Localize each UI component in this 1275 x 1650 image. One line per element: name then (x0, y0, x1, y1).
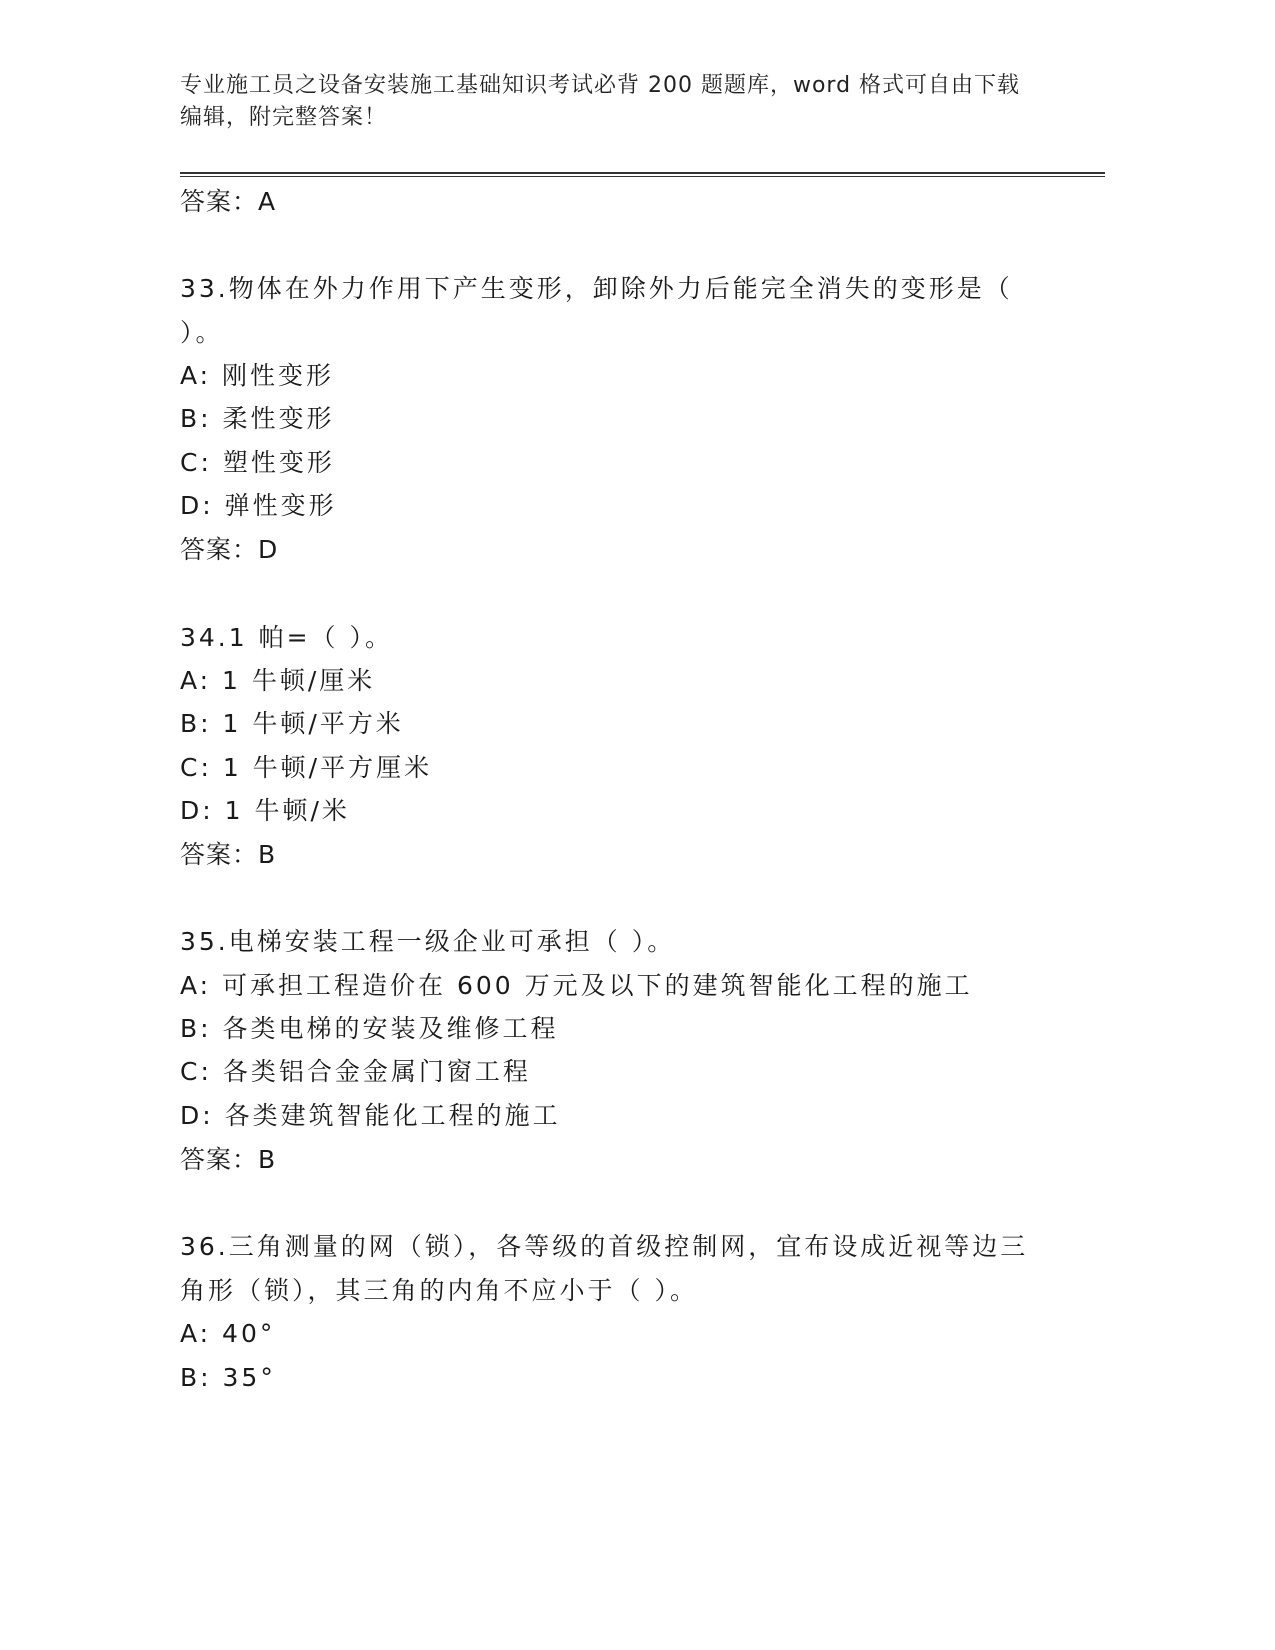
header-divider-thick (180, 172, 1105, 174)
header-line-1: 专业施工员之设备安装施工基础知识考试必背 200 题题库，word 格式可自由下载 (180, 73, 1021, 98)
question-35-stem-line-1: 35.电梯安装工程一级企业可承担（ ）。 (180, 927, 676, 956)
question-33-stem-line-2: ）。 (180, 318, 224, 347)
question-34-option-c: C: 1 牛顿/平方厘米 (180, 753, 433, 782)
question-33-option-b: B: 柔性变形 (180, 404, 335, 433)
question-35-option-a: A: 可承担工程造价在 600 万元及以下的建筑智能化工程的施工 (180, 971, 973, 1000)
question-34-option-d: D: 1 牛顿/米 (180, 796, 350, 825)
question-33-stem-line-1: 33.物体在外力作用下产生变形，卸除外力后能完全消失的变形是（ (180, 274, 1013, 303)
question-34-option-a: A: 1 牛顿/厘米 (180, 666, 376, 695)
question-35-option-b: B: 各类电梯的安装及维修工程 (180, 1014, 559, 1043)
question-36-stem-line-1: 36.三角测量的网（锁），各等级的首级控制网，宜布设成近视等边三 (180, 1232, 1029, 1261)
question-36-stem-line-2: 角形（锁），其三角的内角不应小于（ ）。 (180, 1276, 698, 1305)
question-36-option-b: B: 35° (180, 1363, 276, 1392)
question-33-option-d: D: 弹性变形 (180, 491, 337, 520)
question-35-option-d: D: 各类建筑智能化工程的施工 (180, 1101, 561, 1130)
header-divider-thin (180, 176, 1105, 177)
question-33-option-c: C: 塑性变形 (180, 448, 335, 477)
question-34-option-b: B: 1 牛顿/平方米 (180, 709, 404, 738)
answer-q32: 答案：A (180, 187, 277, 216)
answer-q33: 答案：D (180, 535, 279, 564)
header-line-2: 编辑，附完整答案！ (180, 105, 388, 130)
question-33-option-a: A: 刚性变形 (180, 361, 335, 390)
question-36-option-a: A: 40° (180, 1319, 276, 1348)
document-header (180, 70, 1060, 134)
answer-q34: 答案：B (180, 840, 277, 869)
answer-q35: 答案：B (180, 1145, 277, 1174)
question-35-option-c: C: 各类铝合金金属门窗工程 (180, 1057, 531, 1086)
question-34-stem-line-1: 34.1 帕=（ ）。 (180, 623, 394, 652)
